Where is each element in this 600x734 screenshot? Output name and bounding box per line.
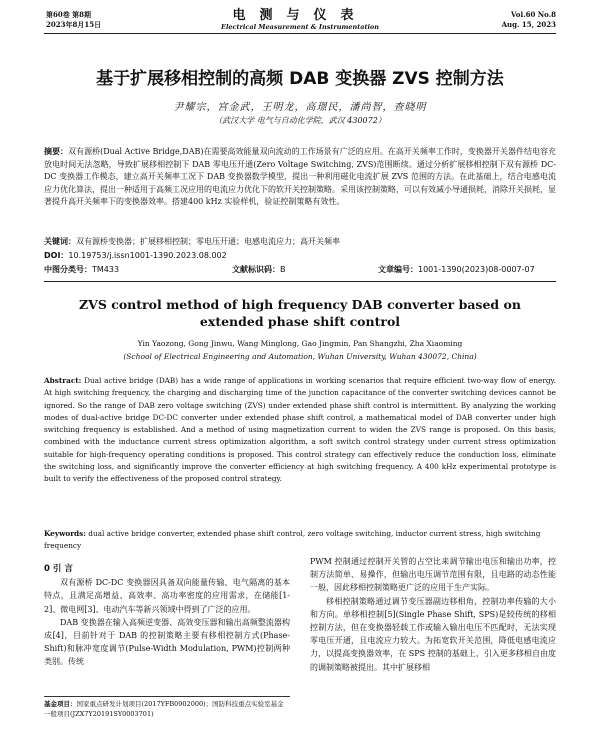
fund-label: 基金项目： <box>44 700 77 708</box>
affiliation-cn: （武汉大学 电气与自动化学院，武汉 430072） <box>214 116 386 125</box>
body-left-column <box>44 563 290 669</box>
header-volume-info <box>46 10 101 30</box>
paper-title-en: ZVS control method of high frequency DAB converter based on extended phase shift control <box>79 297 521 329</box>
fund-text: 国家重点研发计划项目(2017YFB0902000)；国防科技重点实验室基金一般项目(JZX7Y20191SY0003701) <box>44 700 284 718</box>
article-no-value: 1001-1390(2023)08-0007-07 <box>418 265 535 274</box>
body-paragraph: DAB 变换器在输入高频逆变器、高效变压器和输出高频整流器构成[4]，目前针对于 DAB 的控制策略主要有移相控制方式(Phase-Shift)和脉冲宽度调节(Pulse-Width Modulation, PWM)控制两种类别。传统 <box>44 617 290 667</box>
article-no-line <box>378 264 535 276</box>
keywords-cn-label: 关键词： <box>44 237 76 246</box>
abstract-cn-text: 双有源桥(Dual Active Bridge,DAB)在需要高效能量双向流动的工作场景有广泛的应用。在高开关频率工作时，变换器开关器件结电容充放电时间无法忽略，导致扩展移相控制下 DAB 零电压开通(Zero Voltage Switching, ZVS)范围断续。通过分析扩展移相控制下双有源桥 DC-DC 变换器工作模态，建立高开关频率工况下 DAB 变换器数学模型，提出一种利用磁化电流扩展 ZVS 范围的方法。在此基础上，结合电感电流应力优化算法，提出一种适用于高频工况应用的电流应力优化下的软开关控制策略。采用该控制策略，可以有效减小导通损耗，消除开关损耗，显著提升高开关频率下的变换器效率。搭建400 kHz 实验样机，验证控制策略有效性。 <box>44 147 557 207</box>
journal-name-cn: 电测与仪表 <box>232 8 368 23</box>
section-heading-intro: 0 引 言 <box>44 564 73 574</box>
abstract-en <box>44 375 556 486</box>
body-paragraph: PWM 控制通过控制开关管的占空比来调节输出电压和输出功率，控制方法简单、易操作，但输出电压调节范围有限，且电路的动态性能一般，因此移相控制策略更广泛的应用于生产实际。 <box>310 557 556 593</box>
affiliation-en: (School of Electrical Engineering and Automation, Wuhan University, Wuhan 430072, China) <box>123 352 477 361</box>
clc-value: TM433 <box>92 265 120 274</box>
abstract-rule <box>44 281 556 282</box>
doc-code-value: B <box>280 265 286 274</box>
header-date-en: Aug. 15, 2023 <box>501 20 556 29</box>
doc-code-label: 文献标识码： <box>232 265 280 274</box>
clc-label: 中图分类号： <box>44 265 92 274</box>
clc-line <box>44 264 119 276</box>
body-paragraph: 双有源桥 DC-DC 变换器因具备双向能量传输、电气隔离的基本特点，且满足高增益、高效率、高功率密度的应用需求，在储能[1-2]、微电网[3]、电动汽车等新兴领域中得到了广泛的应用。 <box>44 578 290 614</box>
paper-title-cn: 基于扩展移相控制的高频 DAB 变换器 ZVS 控制方法 <box>96 69 504 89</box>
keywords-en-label: Keywords: <box>44 529 86 538</box>
header-volume-en: Vol.60 No.8 <box>511 10 556 19</box>
keywords-cn-text: 双有源桥变换器；扩展移相控制；零电压开通；电感电流应力；高开关频率 <box>76 237 340 246</box>
article-no-label: 文章编号： <box>378 265 418 274</box>
header-date: 2023年8月15日 <box>46 20 102 29</box>
body-right-column <box>310 555 556 674</box>
header-journal <box>180 8 420 32</box>
body-paragraph: 移相控制策略通过调节变压器副边移相角，控制功率传输的大小和方向。单移相控制[5](Single Phase Shift, SPS)是较传统的移相控制方法，但在变换器轻载工作或输入输出电压不匹配时，无法实现零电压开通，且电流应力较大。为拓宽软开关范围，降低电感电流应力，以提高变换器效率，在 SPS 控制的基础上，引入更多移相自由度的调制策略被提出。其中扩展移相 <box>310 596 556 672</box>
fund-footnote <box>44 696 290 719</box>
header-volume: 第60卷 第8期 <box>46 10 92 19</box>
keywords-en-text: dual active bridge converter, extended phase shift control, zero voltage switching, inductor current stress, high switching frequency <box>44 529 541 551</box>
abstract-cn <box>44 146 556 209</box>
authors-cn: 尹耀宗，宫金武，王明龙，高璟民，潘尚智，查晓明 <box>173 102 427 113</box>
doi-line <box>44 250 227 262</box>
abstract-en-text: Dual active bridge (DAB) has a wide range of applications in working scenarios that require efficient two-way flow of energy. At high switching frequency, the charging and discharging time of the junction capacitance of the converter switching devices cannot be ignored. So the range of DAB zero voltage switching (ZVS) under extended phase shift control is intermittent. By analyzing the working modes of dual-active bridge DC-DC converter under extended phase shift control, a mathematical model of DAB converter under high switching frequency is established. And a method of using magnetization current to widen the ZVS range is proposed. On this basis, combined with the inductance current stress optimization algorithm, a soft switch control strategy under current stress optimization suitable for high-frequency operating conditions is proposed. This control strategy can effectively reduce the conduction loss, eliminate the switching loss, and significantly improve the converter efficiency at high switching frequency. A 400 kHz experimental prototype is built to verify the effectiveness of the proposed control strategy. <box>44 376 556 484</box>
authors-en: Yin Yaozong, Gong Jinwu, Wang Minglong, Gao Jingmin, Pan Shangzhi, Zha Xiaoming <box>137 339 463 348</box>
doi-label: DOI： <box>44 251 69 260</box>
doc-code-line <box>232 264 286 276</box>
abstract-en-label: Abstract: <box>44 376 82 385</box>
header-volume-info-en <box>502 10 556 30</box>
header-rule <box>44 33 556 34</box>
doi-value: 10.19753/j.issn1001-1390.2023.08.002 <box>68 251 227 260</box>
abstract-cn-label: 摘要： <box>44 147 69 156</box>
journal-name-en: Electrical Measurement & Instrumentation <box>220 23 379 31</box>
keywords-cn <box>44 236 556 249</box>
keywords-en <box>44 528 556 553</box>
